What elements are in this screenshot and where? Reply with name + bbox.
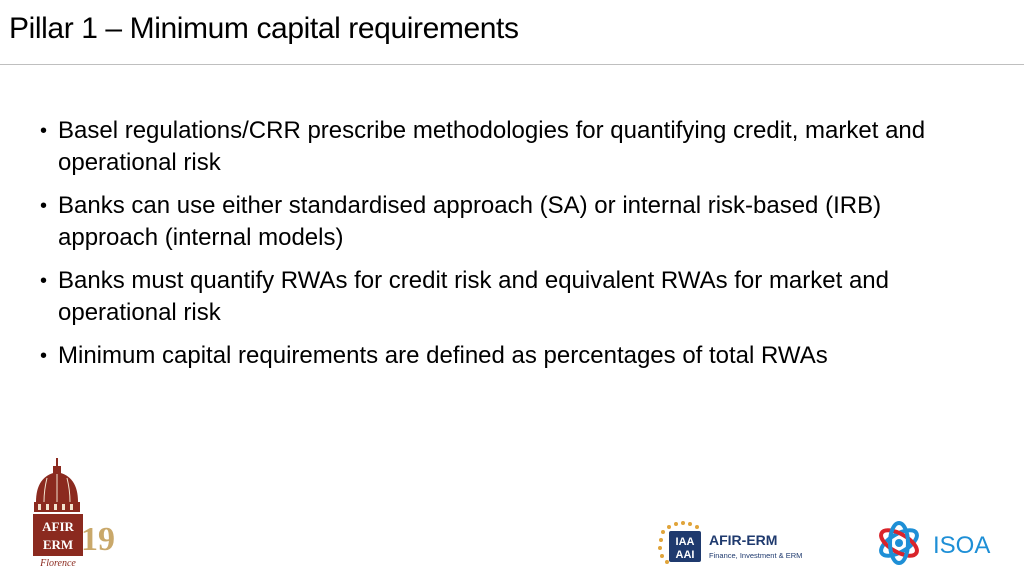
iaa-badge-top: IAA — [675, 536, 695, 548]
bullet-icon: • — [40, 270, 48, 292]
afir-erm-tagline: Finance, Investment & ERM — [709, 551, 803, 560]
bullet-icon: • — [40, 345, 48, 367]
slide-title: Pillar 1 – Minimum capital requirements — [9, 12, 519, 45]
dome-logo-icon — [30, 456, 120, 568]
iaa-globe-logo-icon — [655, 518, 815, 566]
iaa-badge-bottom: AAI — [675, 549, 695, 561]
bullet-item — [40, 340, 970, 372]
bullet-item — [40, 265, 970, 329]
iaa-afir-erm-logo — [655, 518, 815, 566]
bullet-item — [40, 115, 970, 179]
bullet-item — [40, 190, 970, 254]
bullet-list — [40, 115, 970, 383]
isoa-name: ISOA — [933, 532, 991, 559]
afir-florence-logo — [30, 456, 120, 568]
bullet-icon: • — [40, 195, 48, 217]
isoa-rings-logo-icon — [873, 518, 993, 568]
title-divider — [0, 64, 1024, 65]
afir-text: AFIR — [42, 519, 74, 534]
bullet-text: Minimum capital requirements are defined as percentages of total RWAs — [58, 342, 828, 369]
bullet-text: Banks can use either standardised approach (SA) or internal risk-based (IRB) approach (internal models) — [58, 192, 882, 251]
year-text: 19 — [81, 521, 115, 558]
bullet-text: Banks must quantify RWAs for credit risk and equivalent RWAs for market and operational risk — [58, 267, 889, 326]
afir-erm-name: AFIR-ERM — [709, 532, 778, 548]
bullet-icon: • — [40, 120, 48, 142]
isoa-logo — [873, 518, 993, 568]
city-text: Florence — [40, 558, 76, 568]
erm-text: ERM — [42, 537, 74, 552]
bullet-text: Basel regulations/CRR prescribe methodologies for quantifying credit, market and operational risk — [58, 117, 926, 176]
